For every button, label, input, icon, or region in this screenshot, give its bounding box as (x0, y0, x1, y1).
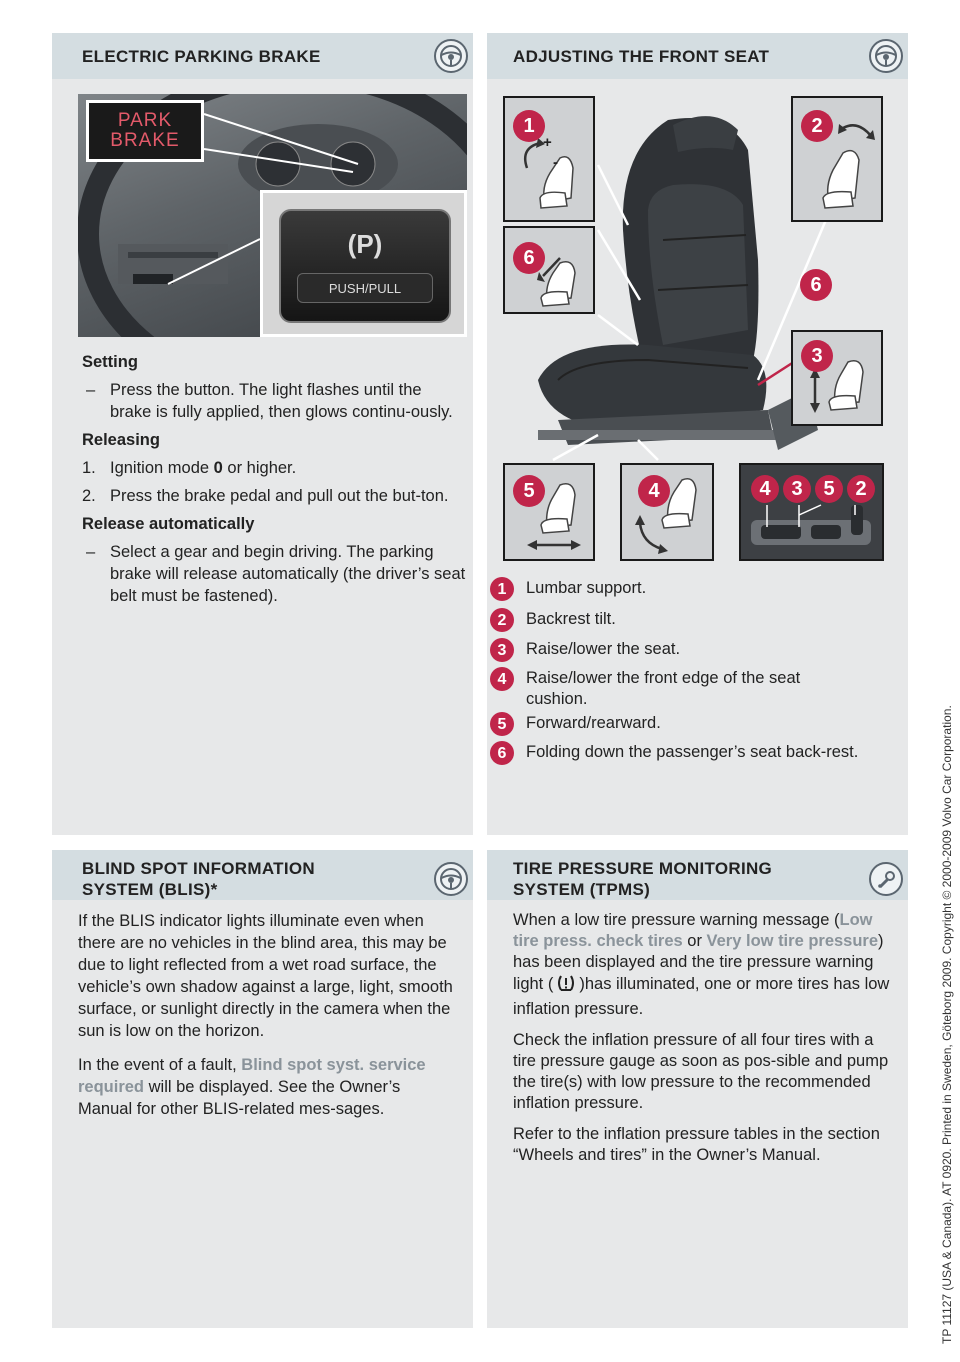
tpms-paragraph-2: Check the inflation pressure of all four tires with a tire pressure gauge as soon as pos-sible and pump the tire(s) with low pressure to the recommended inflation pressure. (513, 1031, 889, 1112)
tpms-message-low: Low tire press. check tires (513, 911, 873, 950)
blis-paragraph-2 (78, 1054, 456, 1120)
tpms-paragraph-1-c: ) has been displayed and the tire pressure warning light ( (513, 932, 884, 993)
legend-item-5 (490, 713, 885, 736)
legend-item-3 (490, 639, 885, 662)
parking-p-icon: (P) (347, 229, 383, 259)
seat-inset-raise-lower (791, 330, 883, 426)
callout-2: 2 (801, 110, 833, 142)
setting-heading: Setting (82, 353, 138, 371)
parking-brake-text (82, 345, 467, 613)
callout-5: 5 (513, 475, 545, 507)
seat-inset-forward-rearward (503, 463, 595, 561)
legend-4-badge: 4 (490, 667, 514, 691)
legend-1-text: Lumbar support. (526, 579, 647, 597)
callout-4-controls: 4 (751, 475, 779, 503)
callout-3-controls: 3 (783, 475, 811, 503)
legend-1-badge: 1 (490, 577, 514, 601)
legend-item-1 (490, 578, 885, 601)
tpms-header (487, 850, 908, 900)
releasing-item-2-text: Press the brake pedal and pull out the but-ton. (110, 487, 449, 505)
blis-body (78, 910, 456, 1120)
lumbar-plus: + (543, 134, 552, 151)
tpms-paragraph-1-a: When a low tire pressure warning message ( (513, 911, 840, 929)
auto-release-dash: – (86, 543, 96, 561)
auto-release-item (82, 541, 467, 607)
callout-1: 1 (513, 110, 545, 142)
legend-3-badge: 3 (490, 638, 514, 662)
setting-text: Press the button. The light flashes until the brake is fully applied, then glows continu-ously. (110, 381, 453, 421)
legend-4-text: Raise/lower the front edge of the seat cushion. (526, 669, 801, 708)
steering-wheel-icon (434, 862, 468, 896)
setting-item (82, 379, 467, 423)
copyright-note: TP 11127 (USA & Canada). AT 0920. Printed in Sweden, Göteborg 2009. Copyright © 2000-2009 Volvo Car Corporation. (940, 705, 954, 1344)
legend-3-text: Raise/lower the seat. (526, 640, 681, 658)
blis-title (52, 850, 315, 900)
auto-release-heading: Release automatically (82, 515, 255, 533)
park-brake-indicator-line1: PARK (117, 110, 173, 131)
legend-5-text: Forward/rearward. (526, 714, 661, 732)
releasing-item-2 (82, 485, 467, 507)
blis-paragraph-1: If the BLIS indicator lights illuminate even when there are no vehicles in the blind area, this may be due to light reflected from a wet road surface, the vehicle’s own shadow against a large, light, smooth surface, or sunlight directly in the camera when the sun is low on the horizon. (78, 912, 453, 1040)
parking-brake-header (52, 33, 473, 79)
setting-dash: – (86, 381, 96, 399)
callout-6-seat: 6 (800, 269, 832, 301)
legend-item-6 (490, 742, 885, 765)
park-brake-indicator-line2: BRAKE (110, 130, 180, 151)
tpms-paragraph-1-b: or (682, 932, 707, 950)
legend-item-4 (490, 668, 885, 710)
tpms-paragraph-1-d: )has illuminated, one or more tires has low inflation pressure. (513, 975, 890, 1018)
blis-title-line1: BLIND SPOT INFORMATION (82, 859, 315, 878)
callout-3: 3 (801, 340, 833, 372)
park-brake-button (279, 209, 451, 323)
releasing-item-1-text-after: or higher. (222, 459, 297, 477)
blis-paragraph-2-before: In the event of a fault, (78, 1056, 242, 1074)
legend-2-text: Backrest tilt. (526, 610, 616, 628)
blis-header (52, 850, 473, 900)
seat-inset-lumbar (503, 96, 595, 222)
callout-5-controls: 5 (815, 475, 843, 503)
legend-item-2 (490, 609, 885, 632)
tpms-paragraph-1 (513, 910, 891, 1020)
callout-4: 4 (638, 475, 670, 507)
releasing-item-2-number: 2. (82, 487, 96, 505)
seat-inset-fold-backrest (503, 226, 595, 314)
legend-5-badge: 5 (490, 712, 514, 736)
blis-title-line2: SYSTEM (BLIS)* (82, 880, 218, 899)
dashboard-photo (78, 94, 467, 337)
wrench-icon (869, 862, 903, 896)
tpms-paragraph-3: Refer to the inflation pressure tables in the section “Wheels and tires” in the Owner’s Manual. (513, 1125, 880, 1164)
releasing-item-1-text-before: Ignition mode (110, 459, 214, 477)
callout-2-controls: 2 (847, 475, 875, 503)
tpms-panel (487, 850, 908, 1328)
tpms-title (487, 850, 772, 900)
blis-paragraph-2-after: will be displayed. See the Owner’s Manual for other BLIS-related mes-sages. (78, 1078, 401, 1118)
front-seat-title: ADJUSTING THE FRONT SEAT (513, 46, 770, 66)
front-seat-header (487, 33, 908, 79)
lumbar-minus: - (553, 154, 558, 171)
blis-fault-message: Blind spot syst. service required (78, 1056, 426, 1096)
legend-6-badge: 6 (490, 741, 514, 765)
tpms-title-line1: TIRE PRESSURE MONITORING (513, 859, 773, 878)
seat-inset-control-panel (739, 463, 884, 561)
steering-wheel-icon (434, 39, 468, 73)
parking-brake-panel (52, 33, 473, 835)
park-brake-button-inset (260, 190, 467, 337)
front-edge-seat-icon (622, 465, 712, 559)
legend-2-badge: 2 (490, 608, 514, 632)
releasing-item-1-number: 1. (82, 459, 96, 477)
tpms-body (513, 910, 891, 1166)
tire-pressure-warning-icon (556, 973, 576, 999)
releasing-heading: Releasing (82, 431, 160, 449)
seat-inset-front-edge (620, 463, 714, 561)
steering-wheel-icon (869, 39, 903, 73)
releasing-item-1 (82, 457, 467, 479)
ignition-mode-value: 0 (213, 459, 223, 477)
callout-6-inset: 6 (513, 242, 545, 274)
tpms-title-line2: SYSTEM (TPMS) (513, 880, 651, 899)
auto-release-text: Select a gear and begin driving. The parking brake will release automatically (the driver’s seat belt must be fastened). (110, 543, 466, 605)
push-pull-label: PUSH/PULL (297, 273, 433, 303)
tpms-message-very-low: Very low tire pressure (706, 932, 879, 950)
seat-inset-backrest-tilt (791, 96, 883, 222)
legend-6-text: Folding down the passenger’s seat back-rest. (526, 743, 859, 761)
parking-brake-title: ELECTRIC PARKING BRAKE (82, 46, 321, 66)
blis-panel (52, 850, 473, 1328)
releasing-item-1-text (110, 457, 467, 479)
